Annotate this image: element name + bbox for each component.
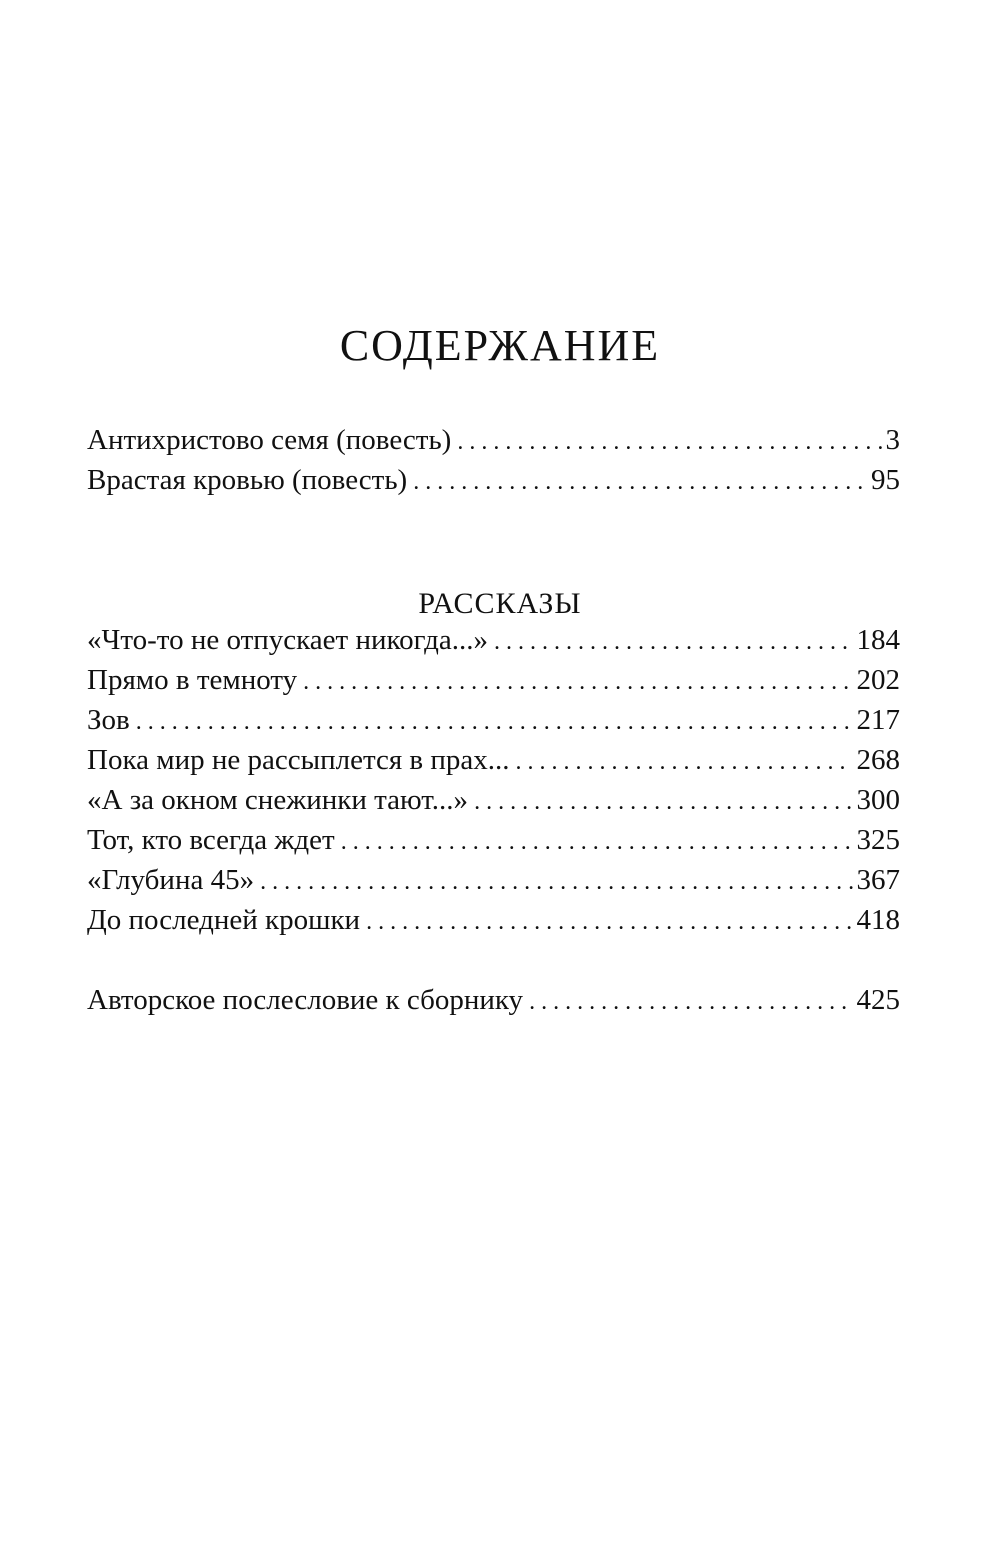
dot-leader — [136, 702, 853, 742]
toc-entry-title: Тот, кто всегда ждет — [87, 824, 335, 856]
toc-entry-title: Авторское послесловие к сборнику — [87, 984, 524, 1016]
toc-entry-page: 184 — [856, 624, 900, 656]
toc-entry-title: «Глубина 45» — [87, 864, 255, 896]
page-title: СОДЕРЖАНИЕ — [339, 321, 661, 370]
toc-entry[interactable] — [87, 460, 900, 500]
dot-leader — [366, 902, 852, 942]
toc-entry-page: 418 — [856, 904, 900, 936]
toc-entry-page: 202 — [856, 664, 900, 696]
toc-entry[interactable] — [87, 660, 900, 700]
dot-leader — [494, 622, 853, 662]
toc-entry-title: Пока мир не рассыплется в прах... — [87, 744, 510, 776]
toc-entry[interactable] — [87, 860, 900, 900]
toc-entry-page: 300 — [856, 784, 900, 816]
dot-leader — [457, 422, 881, 462]
toc-entry-page: 268 — [856, 744, 900, 776]
toc-entry-title: Врастая кровью (повесть) — [87, 464, 408, 496]
toc-entry[interactable] — [87, 740, 900, 780]
dot-leader — [516, 742, 853, 782]
toc-entry[interactable] — [87, 780, 900, 820]
toc-entry-title: До последней крошки — [87, 904, 361, 936]
toc-entry[interactable] — [87, 900, 900, 940]
toc-entry[interactable] — [87, 420, 900, 460]
toc-entry[interactable] — [87, 620, 900, 660]
toc-afterword-section — [87, 980, 900, 1020]
stories-heading: РАССКАЗЫ — [418, 587, 582, 620]
dot-leader — [413, 462, 867, 502]
toc-entry[interactable] — [87, 820, 900, 860]
dot-leader — [529, 982, 852, 1022]
toc-entry[interactable] — [87, 700, 900, 740]
toc-entry-title: «А за окном снежинки тают...» — [87, 784, 469, 816]
toc-entry-page: 367 — [856, 864, 900, 896]
toc-entry-afterword[interactable] — [87, 980, 900, 1020]
toc-entry-title: «Что-то не отпускает никогда...» — [87, 624, 488, 656]
toc-entry-page: 95 — [871, 464, 900, 496]
dot-leader — [260, 862, 852, 902]
toc-entry-title: Зов — [87, 704, 130, 736]
toc-entry-page: 3 — [885, 424, 900, 456]
dot-leader — [341, 822, 853, 862]
toc-entry-title: Прямо в темноту — [87, 664, 298, 696]
toc-entry-page: 325 — [856, 824, 900, 856]
toc-novels-section — [87, 420, 900, 500]
dot-leader — [474, 782, 852, 822]
toc-entry-title: Антихристово семя (повесть) — [87, 424, 452, 456]
dot-leader — [303, 662, 852, 702]
toc-entry-page: 217 — [856, 704, 900, 736]
toc-stories-section — [87, 620, 900, 940]
toc-entry-page: 425 — [856, 984, 900, 1016]
